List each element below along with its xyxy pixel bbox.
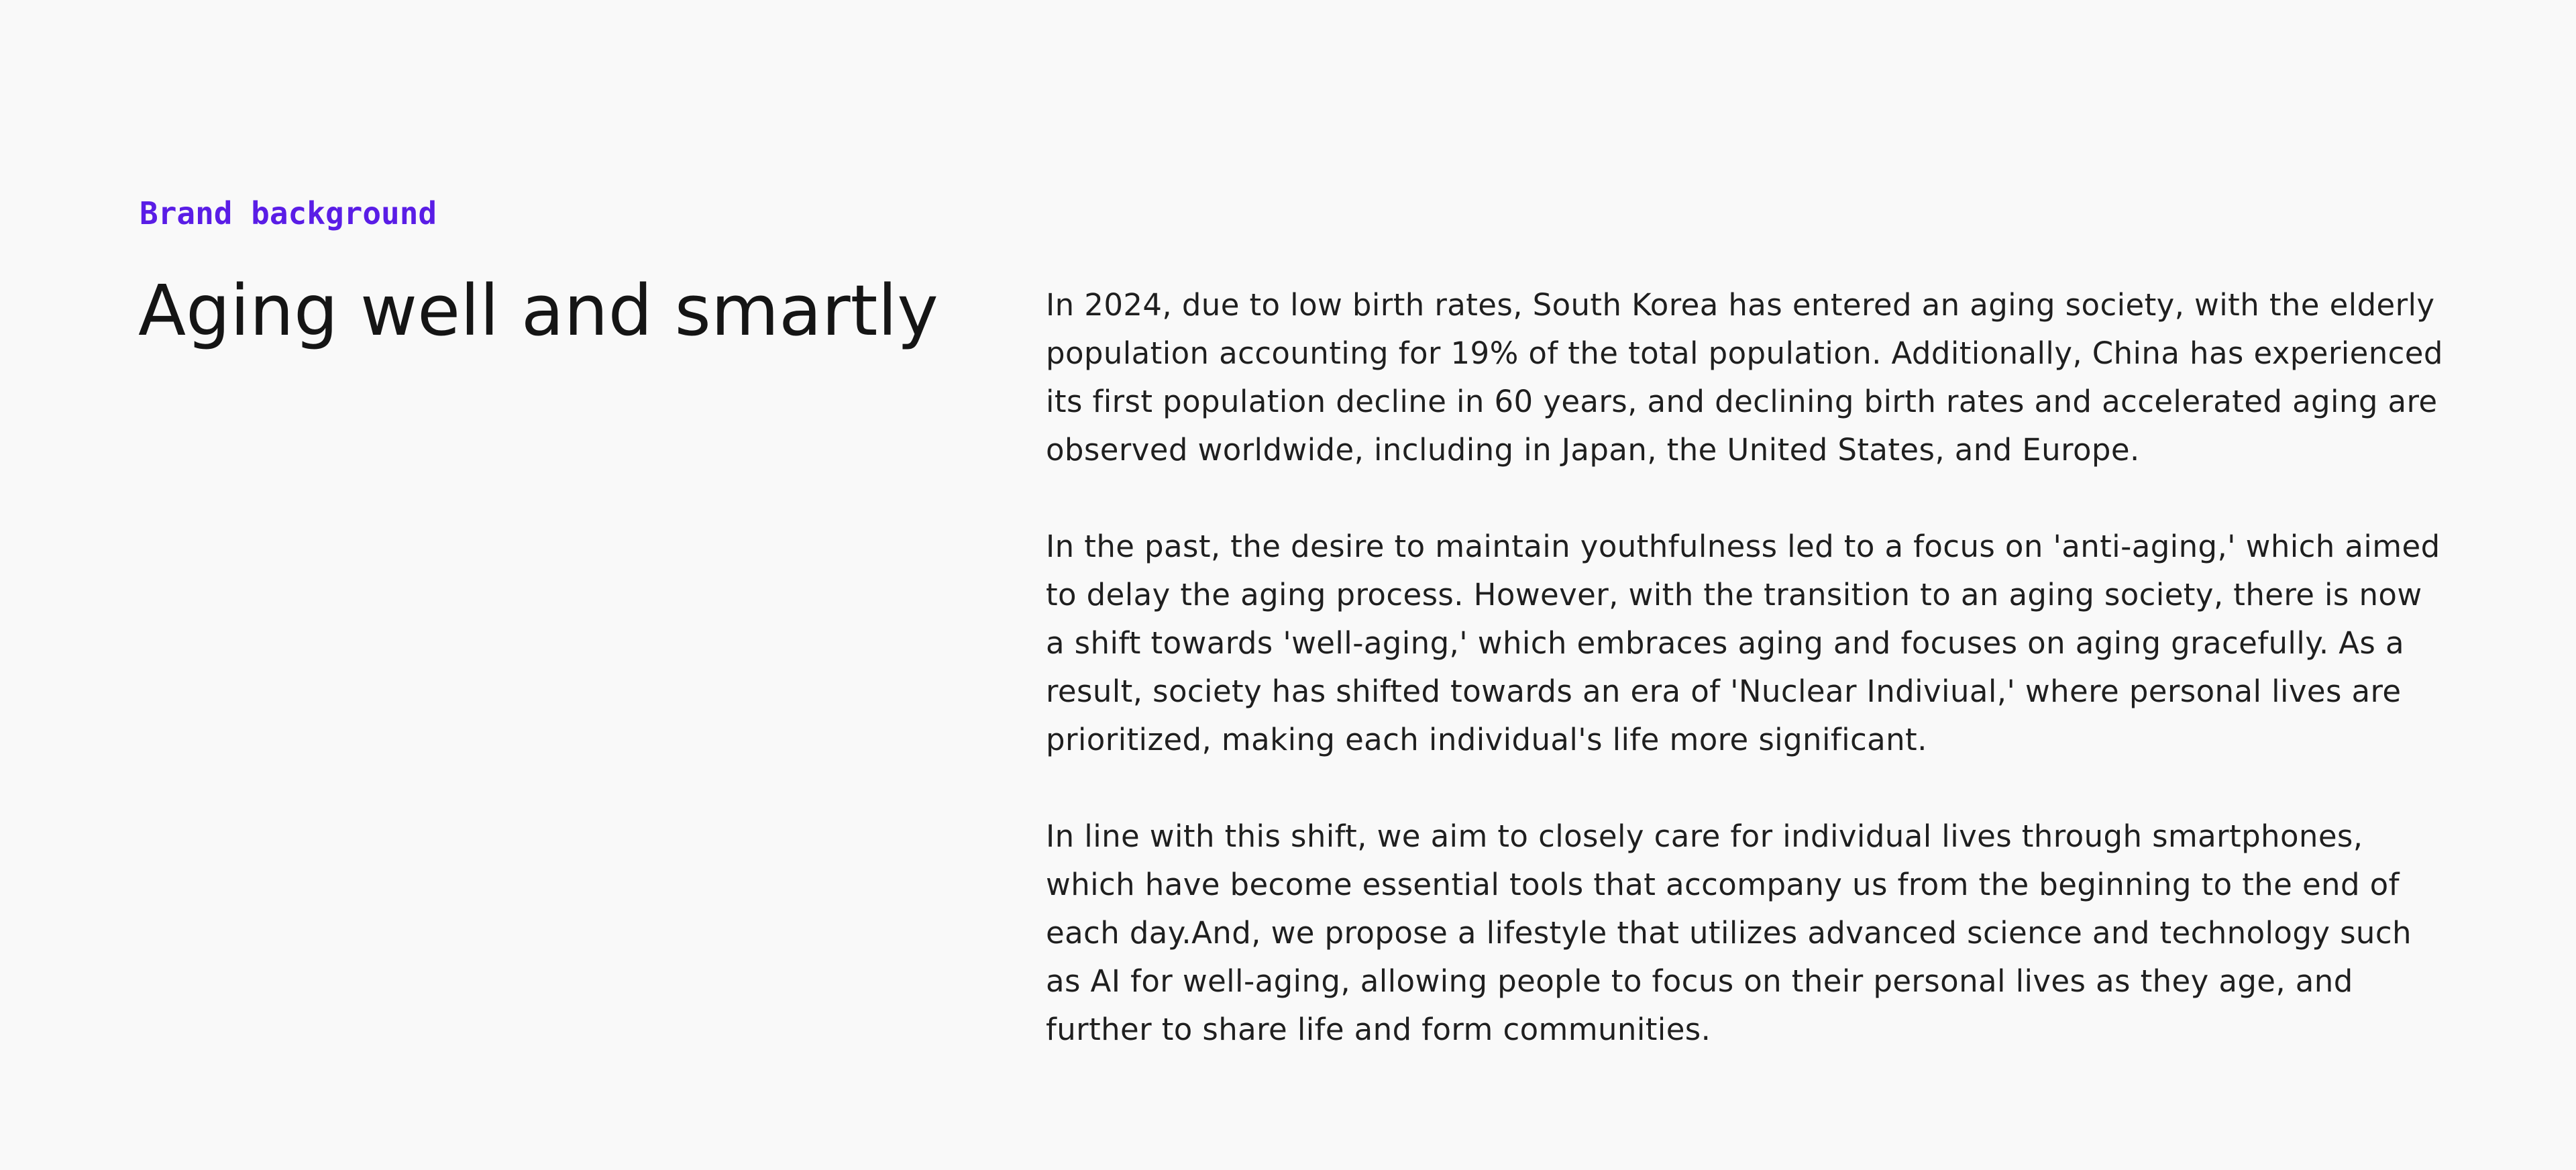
- body-paragraph-3: In line with this shift, we aim to closely care for individual lives through smartphones, which have become essential tools that accompany us from the beginning to the end of each day.And, we propose a lifestyle that utilizes advanced science and technology such as AI for well-aging, allowing people to focus on their personal lives as they age, and further to share life and form communities.: [1046, 818, 2412, 1047]
- body-text: [1046, 281, 2448, 1054]
- body-paragraph-1: In 2024, due to low birth rates, South Korea has entered an aging society, with the elderly population accounting for 19% of the total population. Additionally, China has experienced its first population decline in 60 years, and declining birth rates and accelerated aging are observed worldwide, including in Japan, the United States, and Europe.: [1046, 287, 2443, 468]
- body-paragraph-2: In the past, the desire to maintain youthfulness led to a focus on 'anti-aging,' which aimed to delay the aging process. However, with the transition to an aging society, there is now a shift towards 'well-aging,' which embraces aging and focuses on aging gracefully. As a result, society has shifted towards an era of 'Nuclear Indiviual,' where personal lives are prioritized, making each individual's life more significant.: [1046, 529, 2440, 757]
- section-eyebrow-label: Brand background: [140, 195, 437, 231]
- section-title: Aging well and smartly: [138, 270, 938, 352]
